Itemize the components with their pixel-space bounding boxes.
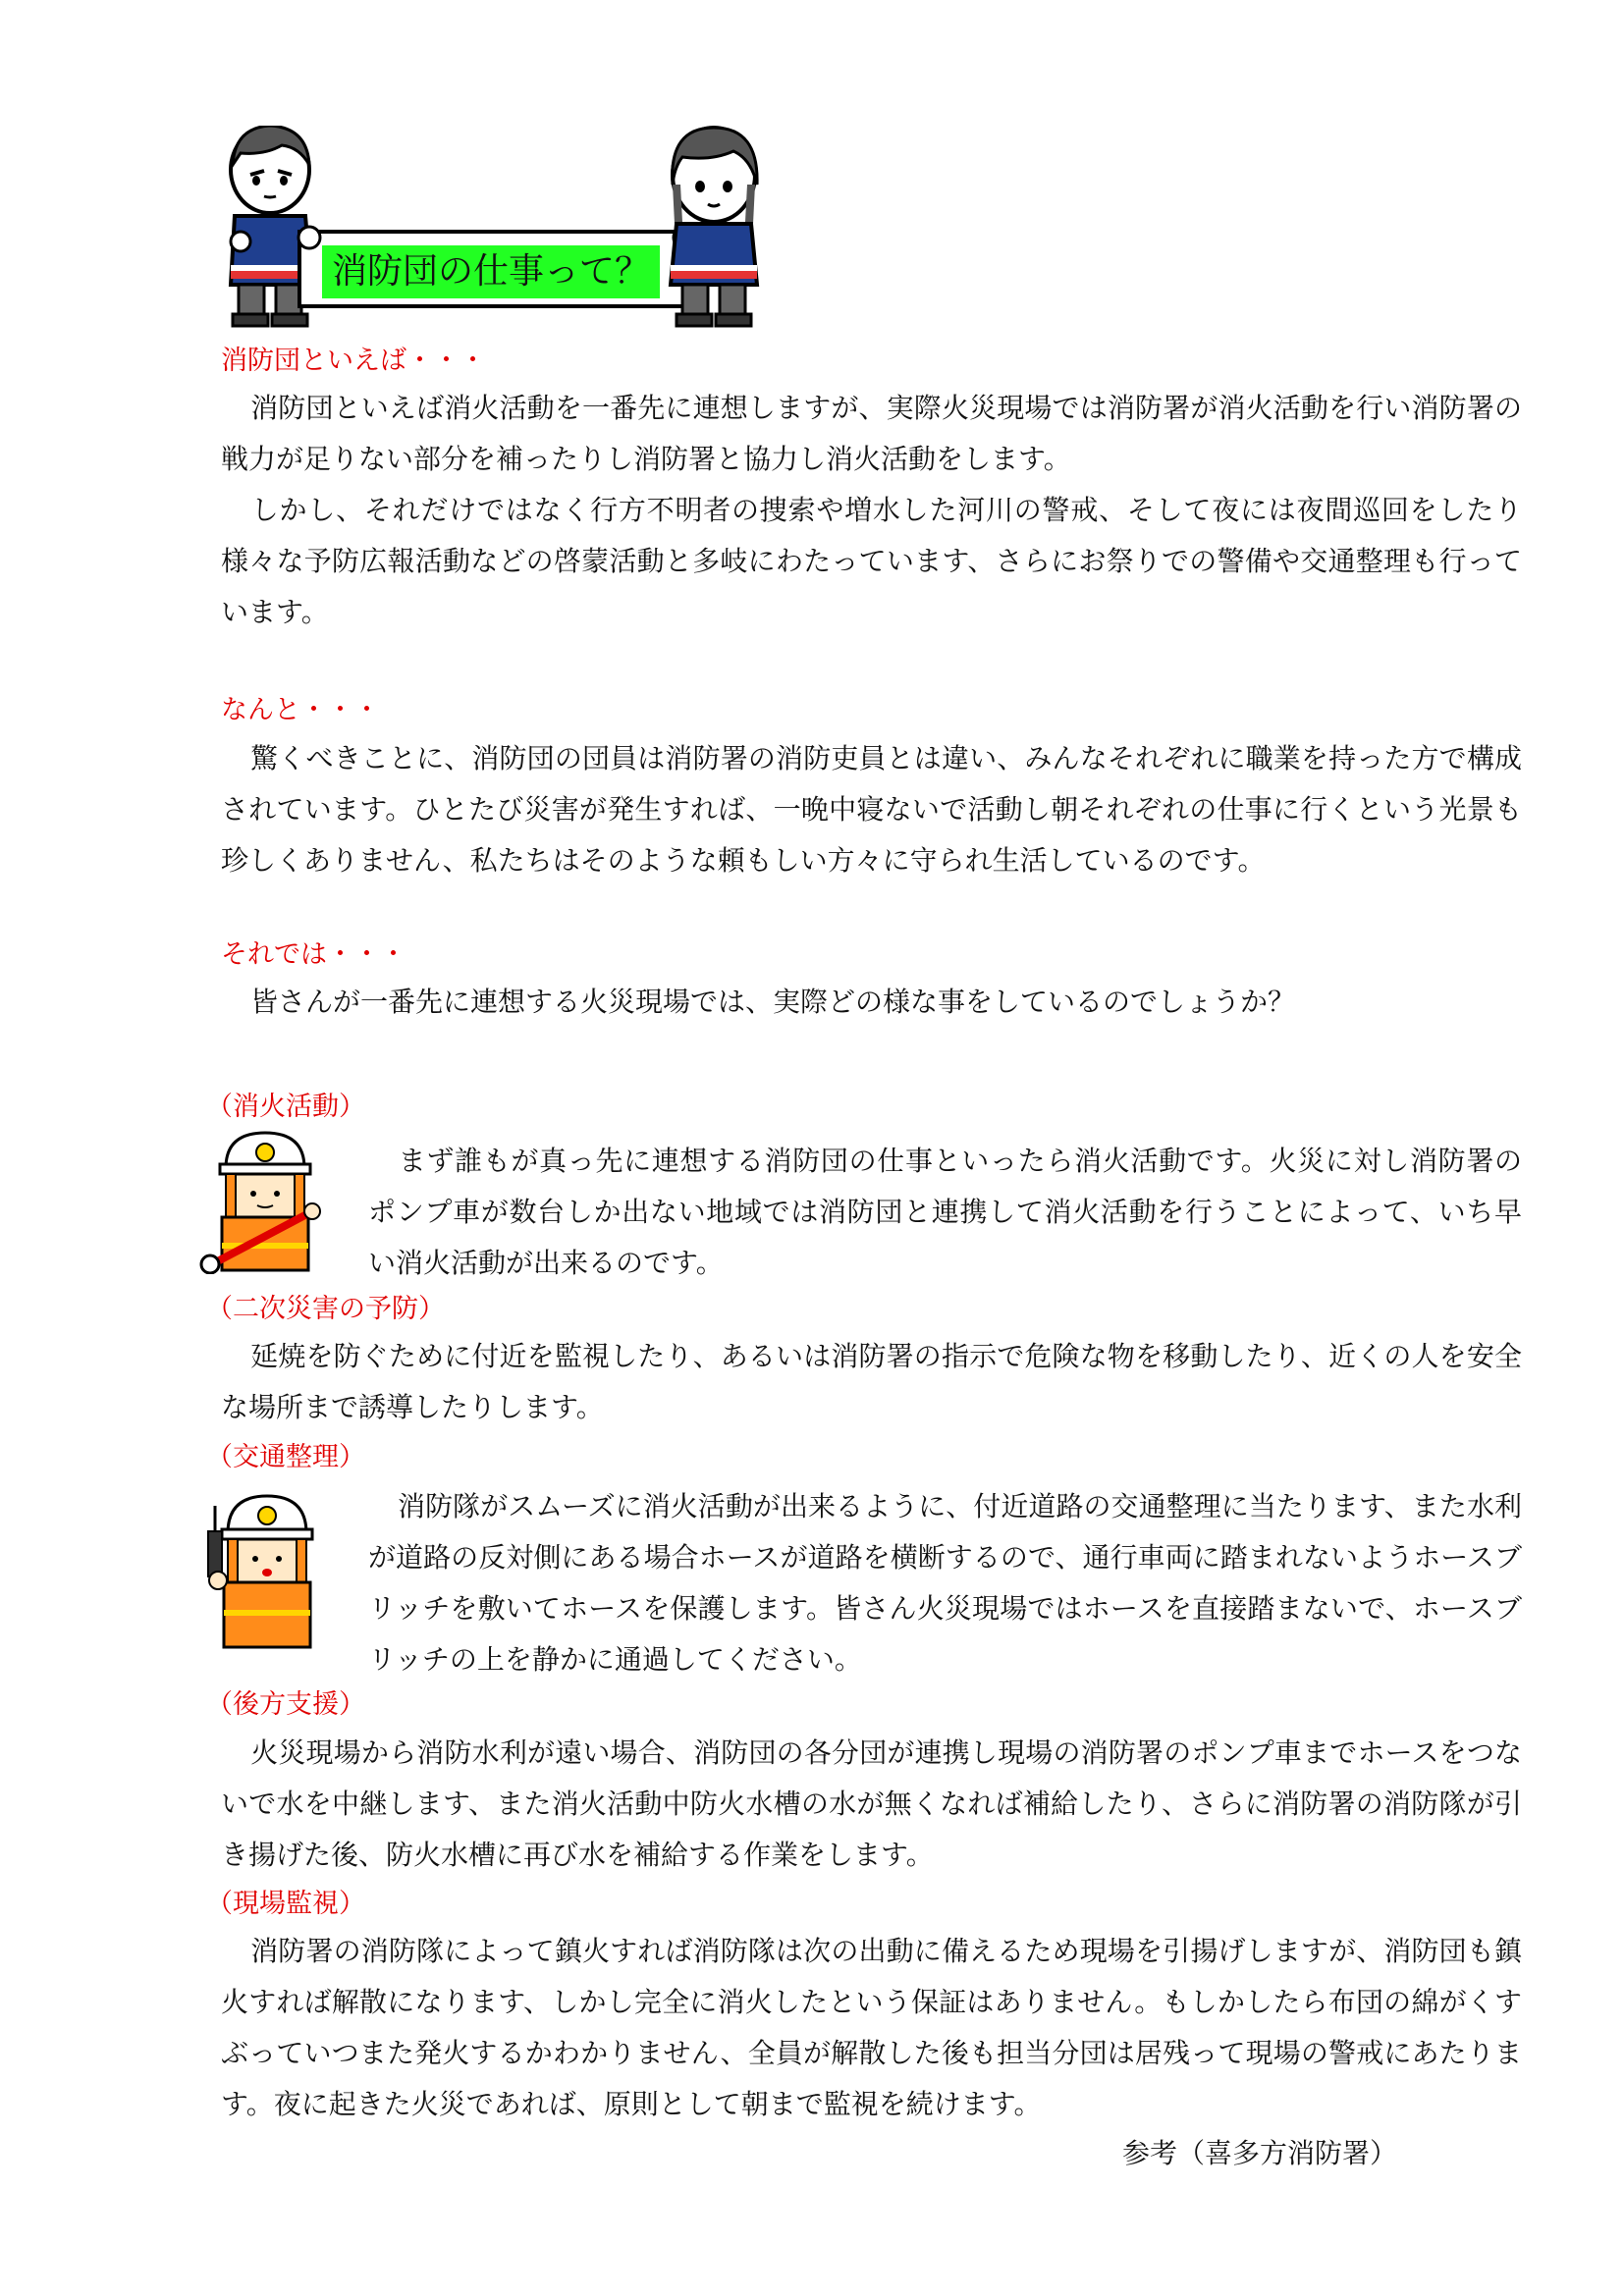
activity-heading-traffic-control: （交通整理） bbox=[206, 1442, 365, 1472]
activity-text-traffic-control: 消防隊がスムーズに消火活動が出来るように、付近道路の交通整理に当たります、また水利が道路の反対側にある場合ホースが道路を横断するので、通行車両に踏まれないようホースブリッチを敷いてホースを保護します。皆さん火災現場ではホースを直接踏まないで、ホースブリッチの上を静かに通過してください。 bbox=[368, 1490, 1522, 1676]
section-heading-1: 消防団といえば・・・ bbox=[221, 346, 486, 376]
activity-text-secondary-disaster: 延焼を防ぐために付近を監視したり、あるいは消防署の指示で危険な物を移動したり、近くの人を安全な場所まで誘導したりします。 bbox=[221, 1340, 1522, 1423]
activity-heading-site-watch: （現場監視） bbox=[206, 1889, 365, 1919]
section-heading-3: それでは・・・ bbox=[221, 939, 406, 970]
girl-figure bbox=[671, 128, 757, 326]
paragraph-3: 皆さんが一番先に連想する火災現場では、実際どの様な事をしているのでしょうか？ bbox=[250, 986, 1296, 1018]
paragraph-1a: 消防団といえば消火活動を一番先に連想しますが、実際火災現場では消防署が消火活動を行い消防署の戦力が足りない部分を補ったりし消防署と協力し消火活動をします。 bbox=[221, 392, 1522, 475]
firefighter-with-hose-illustration bbox=[196, 1129, 334, 1274]
firefighter-with-radio-illustration bbox=[204, 1492, 322, 1651]
title-banner bbox=[221, 126, 781, 332]
section-heading-2: なんと・・・ bbox=[221, 695, 380, 725]
activity-heading-fire-fighting: （消火活動） bbox=[206, 1092, 365, 1122]
activity-text-site-watch: 消防署の消防隊によって鎮火すれば消防隊は次の出動に備えるため現場を引揚げしますが、消防団も鎮火すれば解散になります、しかし完全に消火したという保証はありません。もしかしたら布団の綿がくすぶっていつまた発火するかわかりません、全員が解散した後も担当分団は居残って現場の警戒にあたります。夜に起きた火災であれば、原則として朝まで監視を続けます。 bbox=[221, 1935, 1522, 2120]
paragraph-1b: しかし、それだけではなく行方不明者の捜索や増水した河川の警戒、そして夜には夜間巡回をしたり様々な予防広報活動などの啓蒙活動と多岐にわたっています、さらにお祭りでの警備や交通整理も行っています。 bbox=[221, 494, 1522, 628]
activity-text-rear-support: 火災現場から消防水利が遠い場合、消防団の各分団が連携し現場の消防署のポンプ車までホースをつないで水を中継します、また消火活動中防火水槽の水が無くなれば補給したり、さらに消防署の消防隊が引き揚げた後、防火水槽に再び水を補給する作業をします。 bbox=[221, 1736, 1522, 1871]
reference-credit: 参考（喜多方消防署） bbox=[1122, 2137, 1398, 2169]
banner-title: 消防団の仕事って？ bbox=[322, 245, 660, 298]
activity-text-fire-fighting: まず誰もが真っ先に連想する消防団の仕事といったら消火活動です。火災に対し消防署のポンプ車が数台しか出ない地域では消防団と連携して消火活動を行うことによって、いち早い消火活動が出来るのです。 bbox=[368, 1145, 1522, 1279]
activity-heading-secondary-disaster: （二次災害の予防） bbox=[206, 1294, 445, 1324]
firefighters-holding-sign-illustration bbox=[221, 126, 781, 332]
activity-heading-rear-support: （後方支援） bbox=[206, 1689, 365, 1720]
paragraph-2: 驚くべきことに、消防団の団員は消防署の消防吏員とは違い、みんなそれぞれに職業を持った方で構成されています。ひとたび災害が発生すれば、一晩中寝ないで活動し朝それぞれの仕事に行くという光景も珍しくありません、私たちはそのような頼もしい方々に守られ生活しているのです。 bbox=[221, 742, 1522, 877]
